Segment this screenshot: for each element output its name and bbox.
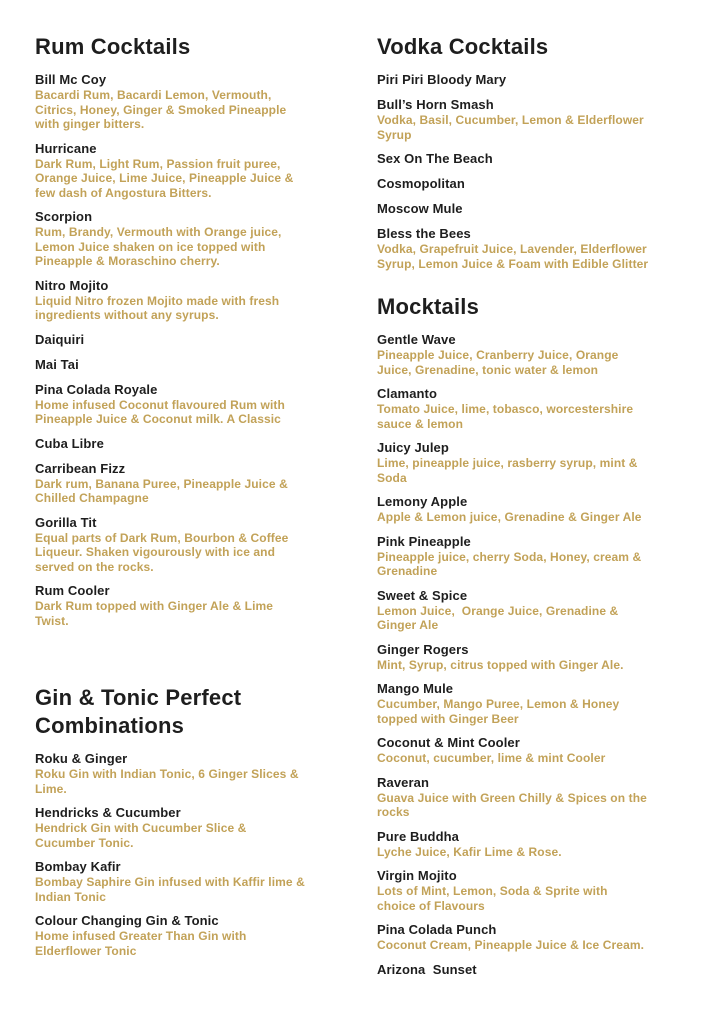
menu-item-name: Arizona Sunset bbox=[377, 961, 477, 977]
menu-item-description: Apple & Lemon juice, Grenadine & Ginger Ale bbox=[377, 510, 642, 524]
menu-item-name: Rum Cooler bbox=[35, 583, 110, 598]
menu-item-name: Coconut & Mint Cooler bbox=[377, 735, 520, 750]
menu-item-name: Carribean Fizz bbox=[35, 460, 126, 476]
menu-item bbox=[377, 97, 681, 142]
section-title: Mocktails bbox=[377, 294, 480, 319]
menu-item-name: Pure Buddha bbox=[377, 828, 459, 844]
menu-item-name: Nitro Mojito bbox=[35, 277, 109, 293]
menu-item bbox=[35, 382, 339, 427]
menu-item-name: Bill Mc Coy bbox=[35, 72, 107, 87]
menu-item-description: Bombay Saphire Gin infused with Kaffir lime & Indian Tonic bbox=[35, 875, 309, 904]
menu-item bbox=[377, 962, 681, 978]
menu-item-description: Pineapple Juice, Cranberry Juice, Orange Juice, Grenadine, tonic water & lemon bbox=[377, 348, 622, 377]
menu-item-description: Coconut, cucumber, lime & mint Cooler bbox=[377, 751, 606, 765]
menu-item bbox=[377, 440, 681, 485]
menu-item bbox=[377, 332, 681, 377]
menu-item-description: Hendrick Gin with Cucumber Slice & Cucumber Tonic. bbox=[35, 821, 250, 850]
menu-item-name: Cuba Libre bbox=[35, 435, 104, 451]
menu-item-description: Mint, Syrup, citrus topped with Ginger Ale. bbox=[377, 657, 624, 672]
menu-item-description: Coconut Cream, Pineapple Juice & Ice Cream. bbox=[377, 938, 645, 952]
menu-item bbox=[35, 357, 339, 373]
menu-item bbox=[377, 922, 681, 953]
menu-item bbox=[377, 534, 681, 579]
menu-item-description: Bacardi Rum, Bacardi Lemon, Vermouth, Citrics, Honey, Ginger & Smoked Pineapple with ginger bitters. bbox=[35, 88, 290, 131]
menu-item-description: Liquid Nitro frozen Mojito made with fresh ingredients without any syrups. bbox=[35, 293, 283, 322]
menu-item-name: Hurricane bbox=[35, 140, 97, 156]
menu-item-description: Lime, pineapple juice, rasberry syrup, mint & Soda bbox=[377, 456, 642, 485]
menu-item-description: Guava Juice with Green Chilly & Spices on the rocks bbox=[377, 790, 651, 819]
menu-item-name: Bull’s Horn Smash bbox=[377, 97, 494, 112]
menu-item bbox=[35, 515, 339, 575]
menu-item-name: Sweet & Spice bbox=[377, 587, 468, 603]
menu-item bbox=[377, 775, 681, 820]
menu-item-name: Colour Changing Gin & Tonic bbox=[35, 913, 219, 928]
menu-item-description: Dark Rum, Light Rum, Passion fruit puree, Orange Juice, Lime Juice, Pineapple Juice & few dash of Angostura Bitters. bbox=[35, 156, 297, 200]
menu-item bbox=[35, 583, 339, 628]
menu-item bbox=[35, 913, 339, 958]
menu-item bbox=[377, 201, 681, 217]
menu-item-name: Raveran bbox=[377, 774, 430, 790]
menu-item-name: Juicy Julep bbox=[377, 440, 449, 455]
menu-item-description: Lots of Mint, Lemon, Soda & Sprite with choice of Flavours bbox=[377, 884, 611, 913]
menu-item-name: Lemony Apple bbox=[377, 494, 468, 509]
menu-item bbox=[35, 278, 339, 323]
menu-item bbox=[377, 494, 681, 525]
menu-item-name: Mai Tai bbox=[35, 356, 79, 372]
menu-item-name: Daiquiri bbox=[35, 331, 85, 347]
menu-item-name: Moscow Mule bbox=[377, 201, 463, 216]
menu-item-name: Gorilla Tit bbox=[35, 514, 97, 530]
menu-column-left bbox=[35, 33, 339, 1020]
menu-section bbox=[377, 293, 681, 978]
menu-item-description: Dark Rum topped with Ginger Ale & Lime Twist. bbox=[35, 599, 277, 628]
menu-item bbox=[35, 141, 339, 201]
menu-item-name: Pina Colada Royale bbox=[35, 381, 158, 397]
menu-item bbox=[35, 436, 339, 452]
menu-item-name: Piri Piri Bloody Mary bbox=[377, 72, 507, 87]
menu-item bbox=[377, 868, 681, 913]
menu-item bbox=[377, 176, 681, 192]
menu-item-name: Mango Mule bbox=[377, 681, 454, 696]
menu-item-name: Pina Colada Punch bbox=[377, 922, 497, 937]
menu-column-right bbox=[377, 33, 681, 1020]
menu-item-description: Home infused Coconut flavoured Rum with Pineapple Juice & Coconut milk. A Classic bbox=[35, 397, 289, 426]
menu-item bbox=[35, 209, 339, 269]
menu-item bbox=[377, 72, 681, 88]
menu-item bbox=[35, 751, 339, 796]
menu-item-name: Hendricks & Cucumber bbox=[35, 805, 181, 820]
menu-item-name: Virgin Mojito bbox=[377, 868, 457, 883]
menu-item-description: Lemon Juice, Orange Juice, Grenadine & Ginger Ale bbox=[377, 603, 622, 632]
menu-item bbox=[35, 461, 339, 506]
menu-item-name: Bless the Bees bbox=[377, 226, 471, 241]
menu-item bbox=[377, 735, 681, 766]
menu-section bbox=[377, 33, 681, 271]
menu-item bbox=[35, 332, 339, 348]
menu-item-description: Cucumber, Mango Puree, Lemon & Honey topped with Ginger Beer bbox=[377, 697, 623, 726]
section-title: Rum Cocktails bbox=[35, 34, 191, 59]
menu-item-description: Equal parts of Dark Rum, Bourbon & Coffee Liqueur. Shaken vigourously with ice and served on the rocks. bbox=[35, 530, 292, 574]
menu-item-name: Clamanto bbox=[377, 386, 438, 401]
section-title: Vodka Cocktails bbox=[377, 34, 549, 59]
menu-section bbox=[35, 684, 339, 958]
menu-item bbox=[377, 386, 681, 431]
menu-item-description: Vodka, Basil, Cucumber, Lemon & Elderflower Syrup bbox=[377, 113, 648, 142]
menu-item-description: Vodka, Grapefruit Juice, Lavender, Elderflower Syrup, Lemon Juice & Foam with Edible Glitter bbox=[377, 242, 651, 271]
menu-item bbox=[377, 681, 681, 726]
menu-item bbox=[377, 226, 681, 271]
menu-item bbox=[35, 72, 339, 132]
menu-section bbox=[35, 33, 339, 628]
menu-item-name: Scorpion bbox=[35, 209, 93, 224]
menu-item-name: Gentle Wave bbox=[377, 332, 456, 347]
menu-item-description: Dark rum, Banana Puree, Pineapple Juice & Chilled Champagne bbox=[35, 476, 292, 505]
menu-item-description: Lyche Juice, Kafir Lime & Rose. bbox=[377, 844, 562, 859]
menu-item-name: Sex On The Beach bbox=[377, 151, 493, 166]
menu-item-description: Pineapple juice, cherry Soda, Honey, cream & Grenadine bbox=[377, 549, 645, 578]
menu-item-name: Roku & Ginger bbox=[35, 751, 128, 766]
menu-item bbox=[377, 151, 681, 167]
menu-item-name: Bombay Kafir bbox=[35, 859, 121, 874]
menu-item-description: Home infused Greater Than Gin with Elderflower Tonic bbox=[35, 929, 250, 958]
section-title: Gin & Tonic Perfect Combinations bbox=[35, 685, 248, 738]
menu-item bbox=[35, 805, 339, 850]
menu-item bbox=[377, 829, 681, 860]
menu-item bbox=[377, 642, 681, 673]
menu-item-description: Roku Gin with Indian Tonic, 6 Ginger Slices & Lime. bbox=[35, 767, 303, 796]
menu-item-name: Pink Pineapple bbox=[377, 533, 471, 549]
menu-item-description: Tomato Juice, lime, tobasco, worcestershire sauce & lemon bbox=[377, 402, 637, 431]
menu-item-name: Ginger Rogers bbox=[377, 641, 469, 657]
menu-item-name: Cosmopolitan bbox=[377, 176, 465, 191]
menu-item bbox=[35, 859, 339, 904]
menu-item bbox=[377, 588, 681, 633]
menu-item-description: Rum, Brandy, Vermouth with Orange juice, Lemon Juice shaken on ice topped with Pineapple & Moraschino cherry. bbox=[35, 225, 285, 268]
